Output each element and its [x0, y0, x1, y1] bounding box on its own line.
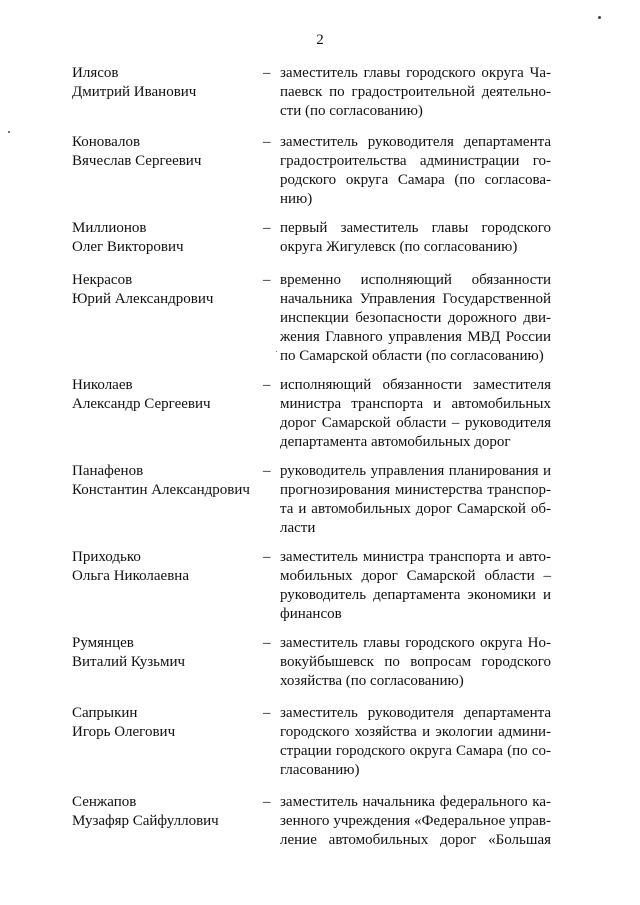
member-name [72, 64, 262, 102]
position-line: ление автомобильных дорог «Большая [280, 832, 551, 848]
position-line: исполняющий обязанности заместителя [280, 377, 551, 393]
position-line: руководитель департамента экономики и [280, 587, 551, 603]
member-position [280, 133, 551, 209]
position-line: гласованию) [280, 762, 360, 778]
position-line: заместитель министра транспорта и авто- [280, 549, 551, 565]
position-line: зенного учреждения «Федеральное управ- [280, 813, 551, 829]
scan-speck [8, 131, 10, 133]
member-position [280, 376, 551, 452]
member-given-name: Музафяр Сайфуллович [72, 813, 219, 829]
member-surname: Панафенов [72, 463, 144, 479]
member-position [280, 64, 551, 121]
member-given-name: Ольга Николаевна [72, 568, 189, 584]
position-line: заместитель начальника федерального ка- [280, 794, 551, 810]
entry-dash: – [263, 220, 271, 236]
member-surname: Сенжапов [72, 794, 137, 810]
position-line: финансов [280, 606, 342, 622]
position-line: родского округа Самара (по согласова- [280, 172, 551, 188]
position-line: заместитель главы городского округа Ча- [280, 65, 551, 81]
member-given-name: Виталий Кузьмич [72, 654, 186, 670]
member-surname: Некрасов [72, 272, 133, 288]
position-line: мобильных дорог Самарской области – [280, 568, 551, 584]
member-name [72, 634, 262, 672]
scan-speck [598, 16, 601, 19]
member-given-name: Дмитрий Иванович [72, 84, 197, 100]
position-line: вокуйбышевск по вопросам городского [280, 654, 551, 670]
entry-dash: – [263, 635, 271, 651]
member-name [72, 548, 262, 586]
member-name [72, 793, 262, 831]
member-given-name: Александр Сергеевич [72, 396, 211, 412]
position-line: дорог Самарской области – руководителя [280, 415, 551, 431]
position-line: страции городского округа Самара (по со- [280, 743, 551, 759]
member-name [72, 133, 262, 171]
position-line: сти (по согласованию) [280, 103, 423, 119]
member-surname: Сапрыкин [72, 705, 138, 721]
position-line: временно исполняющий обязанности [280, 272, 551, 288]
position-line: паевск по градостроительной деятельно- [280, 84, 551, 100]
member-position [280, 219, 551, 257]
member-name [72, 271, 262, 309]
member-surname: Коновалов [72, 134, 141, 150]
entry-dash: – [263, 272, 271, 288]
member-name [72, 376, 262, 414]
member-name [72, 462, 262, 500]
member-given-name: Вячеслав Сергеевич [72, 153, 202, 169]
position-line: заместитель руководителя департамента [280, 705, 551, 721]
position-line: ласти [280, 520, 316, 536]
position-line: градостроительства администрации го- [280, 153, 551, 169]
member-surname: Илясов [72, 65, 119, 81]
member-given-name: Юрий Александрович [72, 291, 214, 307]
entry-dash: – [263, 134, 271, 150]
position-line: та и автомобильных дорог Самарской об- [280, 501, 551, 517]
position-line: округа Жигулевск (по согласованию) [280, 239, 518, 255]
member-position [280, 634, 551, 691]
member-name [72, 219, 262, 257]
position-line: инспекции безопасности дорожного дви- [280, 310, 551, 326]
entry-dash: – [263, 65, 271, 81]
position-line: руководитель управления планирования и [280, 463, 551, 479]
entry-dash: – [263, 463, 271, 479]
member-position [280, 271, 551, 366]
position-line: по Самарской области (по согласованию) [280, 348, 544, 364]
member-position [280, 793, 551, 850]
position-line: министра транспорта и автомобильных [280, 396, 551, 412]
position-line: городского хозяйства и экологии админи- [280, 724, 551, 740]
member-surname: Приходько [72, 549, 141, 565]
member-given-name: Олег Викторович [72, 239, 184, 255]
member-position [280, 548, 551, 624]
position-line: хозяйства (по согласованию) [280, 673, 464, 689]
member-surname: Румянцев [72, 635, 134, 651]
entry-dash: – [263, 794, 271, 810]
position-line: жения Главного управления МВД России [280, 329, 551, 345]
entry-dash: – [263, 705, 271, 721]
member-given-name: Игорь Олегович [72, 724, 176, 740]
position-line: заместитель главы городского округа Но- [280, 635, 551, 651]
position-line: начальника Управления Государственной [280, 291, 551, 307]
member-name [72, 704, 262, 742]
entry-dash: – [263, 549, 271, 565]
position-line: заместитель руководителя департамента [280, 134, 551, 150]
member-position [280, 462, 551, 538]
position-line: нию) [280, 191, 313, 207]
member-surname: Николаев [72, 377, 133, 393]
member-given-name: Константин Александрович [72, 482, 250, 498]
page-number: 2 [316, 32, 324, 48]
position-line: первый заместитель главы городского [280, 220, 551, 236]
position-line: прогнозирования министерства транспор- [280, 482, 551, 498]
position-line: департамента автомобильных дорог [280, 434, 511, 450]
entry-dash: – [263, 377, 271, 393]
member-position [280, 704, 551, 780]
member-surname: Миллионов [72, 220, 147, 236]
scan-speck [276, 351, 277, 352]
